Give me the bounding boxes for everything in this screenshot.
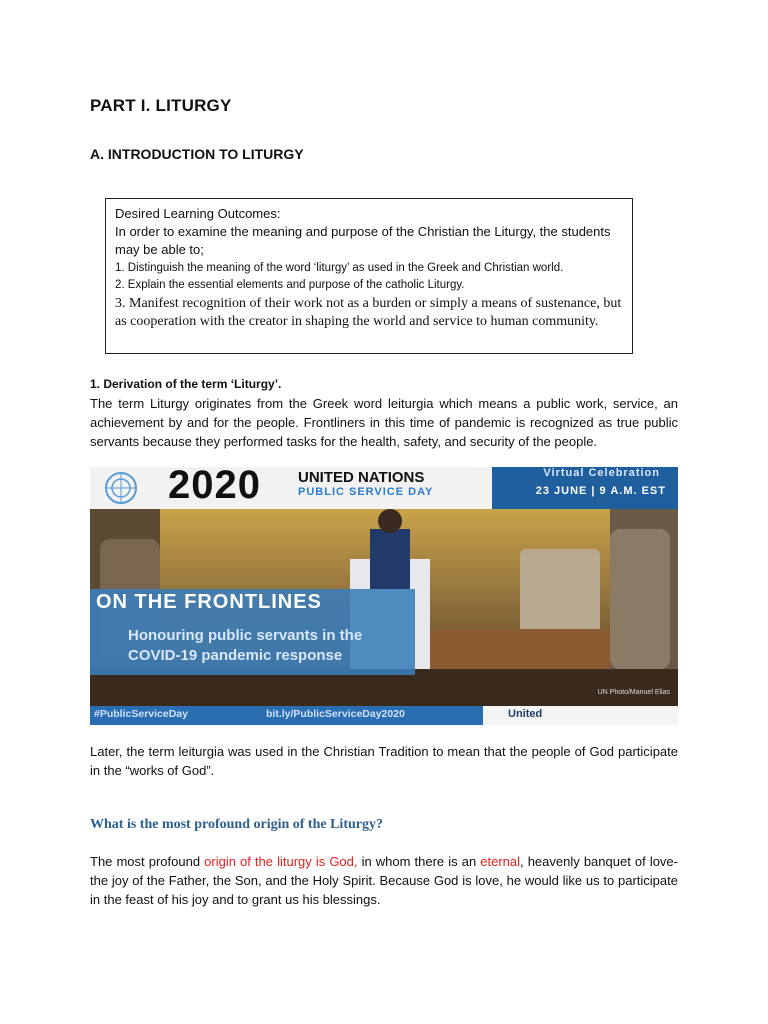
outcome-item-2: 2. Explain the essential elements and purpose of the catholic Liturgy. bbox=[115, 279, 465, 291]
un-public-service-day-banner bbox=[90, 467, 678, 725]
outcome-item-1: 1. Distinguish the meaning of the word ‘liturgy’ as used in the Greek and Christian world. bbox=[115, 262, 564, 274]
banner-subline-1: Honouring public servants in the bbox=[128, 627, 363, 644]
section-title: A. INTRODUCTION TO LITURGY bbox=[90, 146, 304, 162]
banner-event: PUBLIC SERVICE DAY bbox=[298, 486, 434, 498]
banner-hashtag: #PublicServiceDay bbox=[94, 708, 188, 720]
banner-year: 2020 bbox=[168, 467, 261, 507]
photo-credit: UN Photo/Manuel Elias bbox=[597, 689, 670, 696]
origin-text-1: The most profound bbox=[90, 854, 205, 869]
outcomes-intro: In order to examine the meaning and purpose of the Christian the Liturgy, the students may be able to; bbox=[115, 224, 611, 257]
un-emblem-icon bbox=[104, 471, 138, 505]
origin-highlight-eternal: eternal bbox=[480, 854, 521, 869]
origin-text-2: in whom there is an bbox=[357, 854, 481, 869]
outcomes-heading: Desired Learning Outcomes: bbox=[115, 206, 281, 221]
later-paragraph: Later, the term leiturgia was used in the Christian Tradition to mean that the people of God participate in the “works of God”. bbox=[90, 744, 678, 778]
origin-question: What is the most profound origin of the Liturgy? bbox=[90, 817, 383, 832]
learning-outcomes-box bbox=[105, 198, 633, 354]
banner-date: 23 JUNE | 9 A.M. EST bbox=[535, 485, 666, 497]
origin-text-3: , heavenly banquet of love- the joy of the Father, the Son, and the Holy Spirit. Because God is love, he would like us to participate in the feast of his joy and to grant us his blessings. bbox=[90, 854, 678, 907]
derivation-heading: 1. Derivation of the term ‘Liturgy’. bbox=[90, 377, 282, 391]
origin-highlight-god: origin of the liturgy is God, bbox=[204, 854, 358, 869]
banner-headline: ON THE FRONTLINES bbox=[96, 591, 322, 613]
part-title: PART I. LITURGY bbox=[90, 96, 232, 115]
un-logo: United bbox=[508, 708, 543, 720]
outcome-item-3: 3. Manifest recognition of their work not as a burden or simply a means of sustenance, but as cooperation with the creator in shaping the world and service to human community. bbox=[115, 296, 622, 329]
origin-paragraph bbox=[90, 852, 678, 909]
banner-subline-2: COVID-19 pandemic response bbox=[128, 647, 343, 664]
banner-org: UNITED NATIONS bbox=[298, 469, 425, 486]
derivation-paragraph: The term Liturgy originates from the Greek word leiturgia which means a public work, service, an achievement by and for the people. Frontliners in this time of pandemic is recognized as true public servants because they performed tasks for the health, safety, and security of the people. bbox=[90, 396, 678, 449]
banner-link: bit.ly/PublicServiceDay2020 bbox=[266, 708, 405, 720]
banner-virtual: Virtual Celebration bbox=[543, 467, 660, 479]
